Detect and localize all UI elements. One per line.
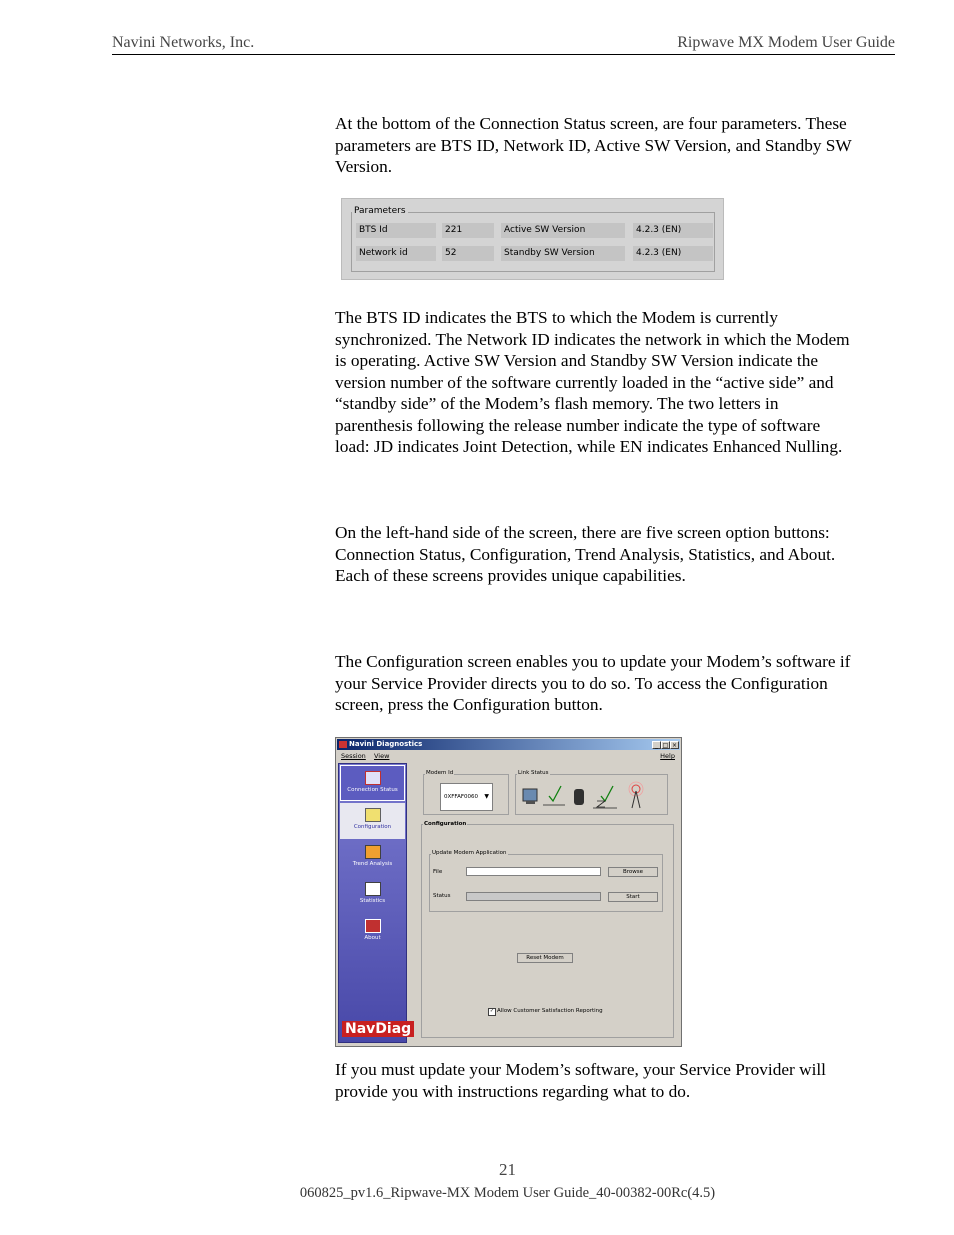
- nav-about-label: About: [364, 935, 381, 941]
- nav-about[interactable]: [340, 914, 405, 950]
- close-icon[interactable]: ×: [671, 742, 678, 749]
- window-title: Navini Diagnostics: [349, 740, 423, 748]
- status-progress-bar: [466, 892, 601, 901]
- menu-bar: [337, 751, 680, 762]
- chevron-down-icon: ▼: [484, 793, 489, 800]
- document-id: 060825_pv1.6_Ripwave-MX Modem User Guide_40-00382-00Rc(4.5): [299, 1185, 716, 1201]
- nav-statistics-label: Statistics: [359, 898, 386, 904]
- modem-id-select[interactable]: [440, 783, 493, 811]
- menu-view[interactable]: View: [374, 752, 390, 760]
- nav-trend-analysis[interactable]: [340, 840, 405, 876]
- navdiag-window: [335, 737, 682, 1047]
- statistics-icon: [365, 882, 381, 896]
- parameters-panel: [341, 198, 724, 280]
- reset-modem-button[interactable]: Reset Modem: [517, 953, 573, 963]
- network-id-label: Network id: [356, 246, 436, 261]
- allow-reporting-label: Allow Customer Satisfaction Reporting: [497, 1008, 603, 1014]
- allow-reporting-checkbox[interactable]: ✓: [489, 1008, 495, 1014]
- nav-connection-status[interactable]: [340, 765, 405, 801]
- parameters-legend: Parameters: [354, 206, 406, 216]
- start-button[interactable]: Start: [608, 892, 658, 902]
- link-status-icons: [521, 781, 666, 811]
- nav-statistics[interactable]: [340, 877, 405, 913]
- page-header: [112, 34, 895, 55]
- paragraph-configuration: The Configuration screen enables you to update your Modem’s software if your Service Provider directs you to do so. To access the Configuration screen, press the Configuration button.: [335, 652, 851, 714]
- paragraph-update-instructions: If you must update your Modem’s software, your Service Provider will provide you with instructions regarding what to do.: [335, 1060, 826, 1101]
- window-titlebar: [337, 739, 680, 750]
- network-id-value: 52: [442, 246, 494, 261]
- trend-analysis-icon: [365, 845, 381, 859]
- active-sw-label: Active SW Version: [501, 223, 625, 238]
- configuration-icon: [365, 808, 381, 822]
- file-input[interactable]: [466, 867, 601, 876]
- nav-configuration-label: Configuration: [353, 824, 392, 830]
- app-icon: [339, 741, 347, 748]
- parameters-frame: [351, 212, 715, 272]
- modem-id-label: Modem Id: [426, 770, 454, 776]
- link-status-label: Link Status: [518, 770, 549, 776]
- minimize-icon[interactable]: _: [652, 741, 661, 749]
- modem-id-value: 0XFFAF0060: [444, 794, 479, 800]
- active-sw-value: 4.2.3 (EN): [633, 223, 713, 238]
- page-number: 21: [499, 1160, 516, 1179]
- status-label: Status: [433, 893, 451, 899]
- paragraph-parameters-intro: At the bottom of the Connection Status screen, are four parameters. These parameters are BTS ID, Network ID, Active SW Version, and Standby SW Version.: [335, 114, 852, 176]
- file-label: File: [433, 869, 443, 875]
- navdiag-logo: NavDiag: [342, 1021, 414, 1037]
- configuration-label: Configuration: [424, 821, 467, 827]
- menu-help[interactable]: Help: [660, 752, 675, 760]
- maximize-icon[interactable]: □: [662, 742, 669, 749]
- standby-sw-value: 4.2.3 (EN): [633, 246, 713, 261]
- connection-status-icon: [365, 771, 381, 785]
- bts-id-label: BTS Id: [356, 223, 436, 238]
- header-company: Navini Networks, Inc.: [112, 34, 255, 51]
- about-icon: [365, 919, 381, 933]
- update-modem-group: [429, 854, 663, 912]
- update-modem-label: Update Modem Application: [432, 850, 507, 856]
- nav-configuration[interactable]: [340, 803, 405, 839]
- menu-session[interactable]: Session: [341, 752, 366, 760]
- standby-sw-label: Standby SW Version: [501, 246, 625, 261]
- paragraph-parameters-explained: The BTS ID indicates the BTS to which the Modem is currently synchronized. The Network ID indicates the network in which the Modem is operating. Active SW Version and Standby SW Version indicate the version number of the software currently loaded in the “active side” and “standby side” of the Modem’s flash memory. The two letters in parenthesis following the release number indicate the type of software load: JD indicates Joint Detection, while EN indicates Enhanced Nulling.: [335, 308, 850, 456]
- header-guide-title: Ripwave MX Modem User Guide: [677, 34, 895, 51]
- browse-button[interactable]: Browse: [608, 867, 658, 877]
- bts-id-value: 221: [442, 223, 494, 238]
- paragraph-screen-buttons: On the left-hand side of the screen, there are five screen option buttons: Connection Status, Configuration, Trend Analysis, Statistics, and About. Each of these screens provides unique capabilities.: [335, 523, 836, 585]
- nav-trend-analysis-label: Trend Analysis: [352, 861, 393, 867]
- nav-connection-status-label: Connection Status: [347, 787, 398, 793]
- navdiag-sidebar: [338, 763, 412, 1043]
